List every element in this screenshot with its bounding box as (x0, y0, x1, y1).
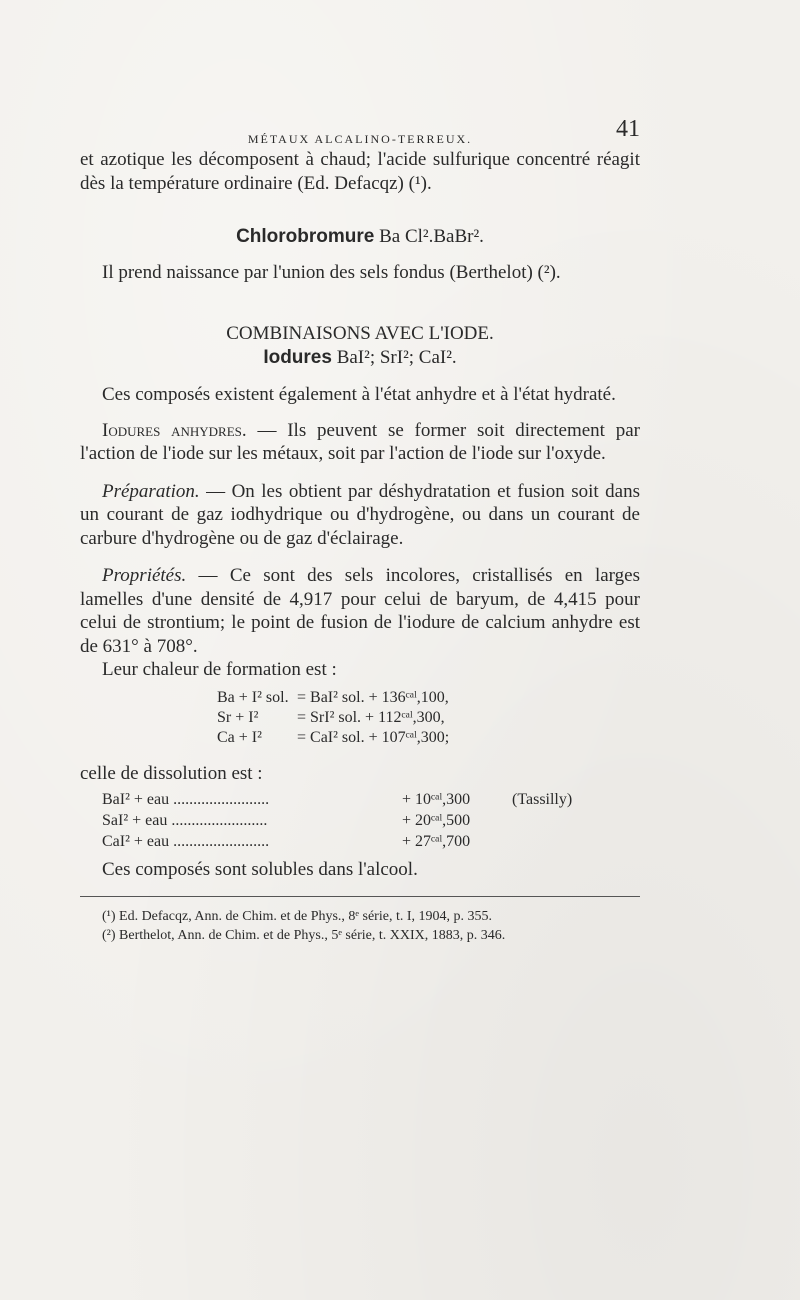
iodures-formula: BaI²; SrI²; CaI². (336, 346, 457, 368)
anhydres-label: Iodures anhydres. (102, 419, 247, 441)
formation-row-strontium: Sr + I² = SrI² sol. + 112ᶜᵃˡ,300, (217, 708, 445, 726)
table-row: SaI² + eau ........................ + 20ᶜᵃˡ,500 (102, 812, 471, 829)
iodures-heading (80, 346, 640, 370)
formation-equations (217, 688, 640, 748)
chlorobromure-formula: Ba Cl².BaBr². (379, 226, 484, 247)
running-title: MÉTAUX ALCALINO-TERREUX. (247, 132, 473, 146)
page-number: 41 (616, 116, 640, 142)
paragraph-proprietes (80, 564, 640, 658)
paragraph-berthelot: Il prend naissance par l'union des sels fondus (Berthelot) (²). (102, 261, 561, 283)
paragraph-composes: Ces composés existent également à l'état anhydre et à l'état hydraté. (102, 384, 616, 405)
proprietes-text: — Ce sont des sels incolores, cristallisés en larges lamelles d'une densité de 4,917 pour celui de baryum, de 4,415 pour celui de strontium; le point de fusion de l'iodure de calcium anhydre est de 631° à 708°. (80, 565, 640, 657)
chlorobromure-label: Chlorobromure (236, 226, 375, 247)
footnote-divider (80, 896, 640, 897)
chaleur-intro: Leur chaleur de formation est : (102, 659, 337, 680)
formation-row-barium: Ba + I² sol. = BaI² sol. + 136ᶜᵃˡ,100, (217, 688, 449, 706)
table-row: CaI² + eau ........................ + 27ᶜᵃˡ,700 (102, 833, 471, 850)
paragraph-anhydres (80, 419, 640, 466)
dissolution-intro: celle de dissolution est : (80, 762, 263, 784)
preparation-text: — On les obtient par déshydratation et fusion soit dans un courant de gaz iodhydrique ou d'hydrogène, ou dans un courant de carbure d'hydrogène ou de gaz d'éclairage. (80, 480, 640, 549)
iodures-label: Iodures (263, 346, 332, 368)
paragraph-continuation: et azotique les décomposent à chaud; l'acide sulfurique concentré réagit dès la température ordinaire (Ed. Defacqz) (¹). (80, 149, 640, 194)
footnotes (80, 907, 640, 945)
page-header (80, 118, 640, 148)
page-content (80, 118, 640, 945)
preparation-label: Préparation. (102, 480, 200, 502)
chlorobromure-heading (80, 225, 640, 249)
footnote-2: (²) Berthelot, Ann. de Chim. et de Phys., 5ᵉ série, t. XXIX, 1883, p. 346. (102, 927, 506, 943)
paragraph-preparation (80, 480, 640, 551)
dissolution-table (102, 789, 640, 852)
anhydres-text: — Ils peuvent se former soit directement par l'action de l'iode sur les métaux, soit par l'action de l'iode sur l'oxyde. (80, 419, 640, 464)
table-row: BaI² + eau ........................ + 10ᶜᵃˡ,300 (Tassilly) (102, 791, 573, 808)
paragraph-solubles: Ces composés sont solubles dans l'alcool. (102, 859, 418, 880)
footnote-1: (¹) Ed. Defacqz, Ann. de Chim. et de Phys., 8ᵉ série, t. I, 1904, p. 355. (102, 908, 492, 924)
section-title: COMBINAISONS AVEC L'IODE. (226, 323, 494, 344)
formation-row-calcium: Ca + I² = CaI² sol. + 107ᶜᵃˡ,300; (217, 728, 450, 746)
proprietes-label: Propriétés. (102, 565, 187, 586)
